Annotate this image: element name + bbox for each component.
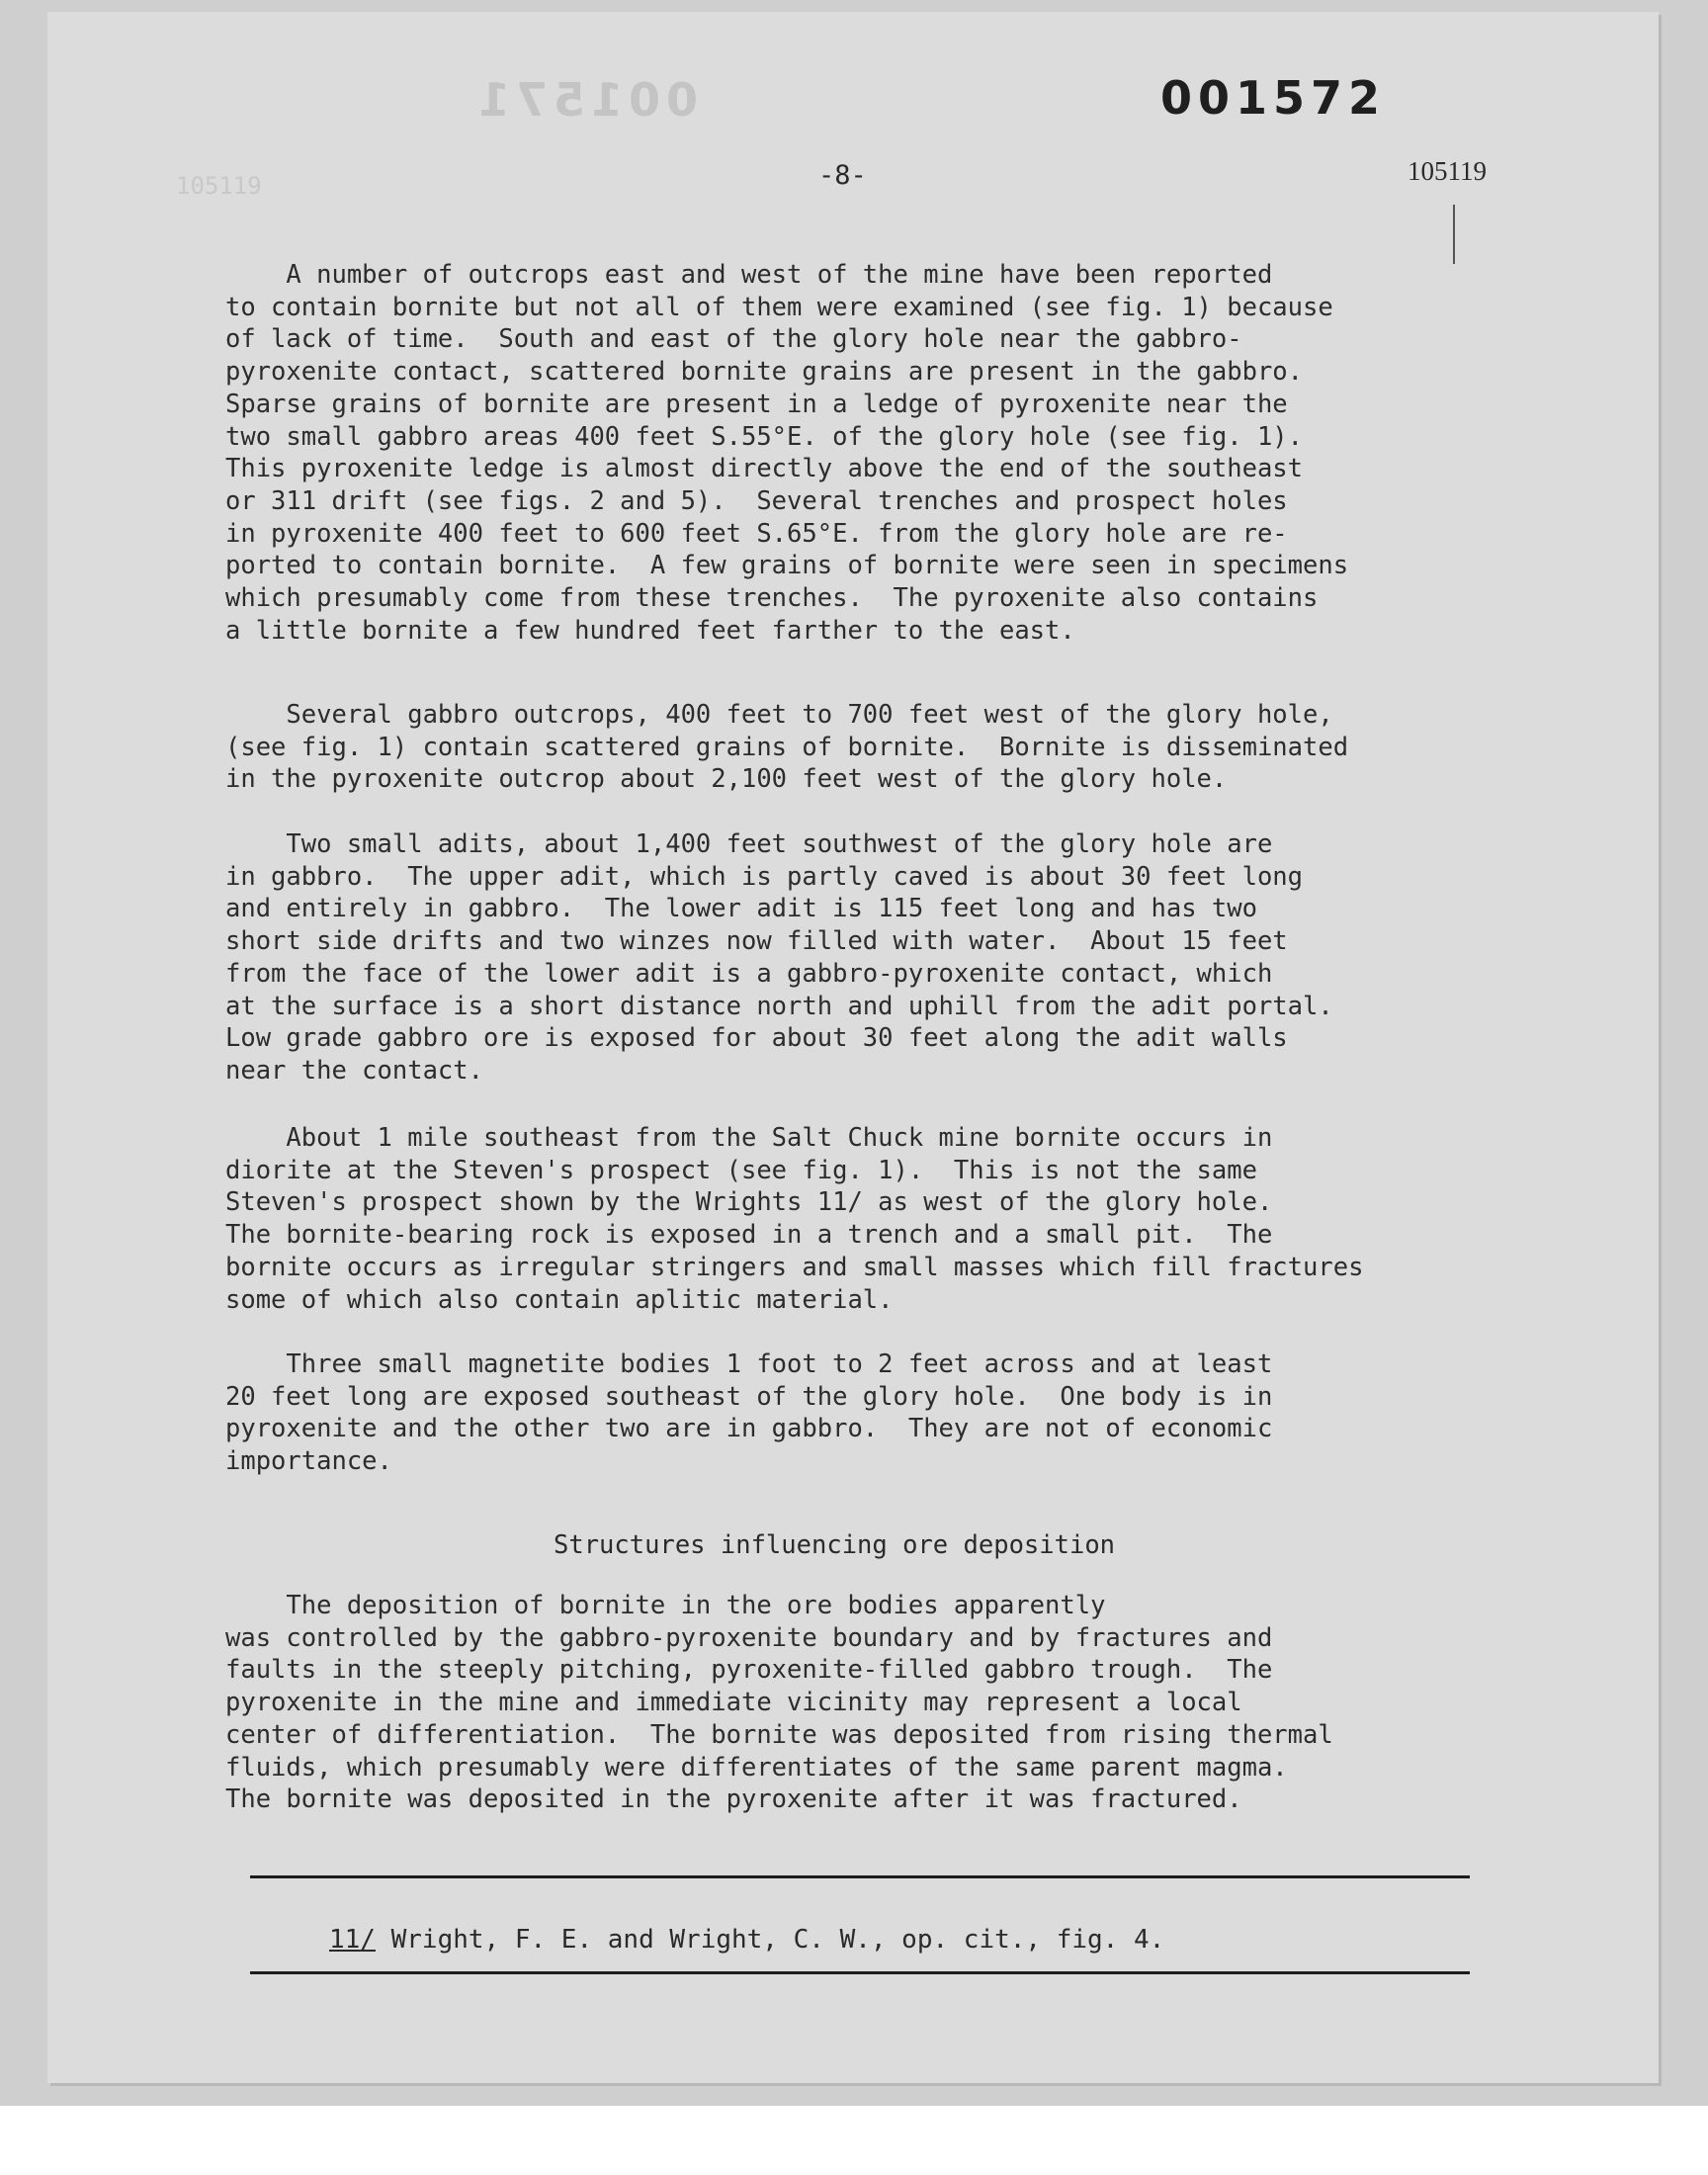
text-line: The bornite-bearing rock is exposed in a trench and a small pit. The <box>225 1220 1273 1251</box>
text-line: pyroxenite and the other two are in gabbro. They are not of economic <box>225 1414 1273 1444</box>
text-line: pyroxenite in the mine and immediate vicinity may represent a local <box>225 1688 1242 1718</box>
text-line: Steven's prospect shown by the Wrights 11/ as west of the glory hole. <box>225 1187 1273 1218</box>
text-line: About 1 mile southeast from the Salt Chuck mine bornite occurs in <box>225 1123 1273 1153</box>
text-line: ported to contain bornite. A few grains of bornite were seen in specimens <box>225 551 1349 581</box>
paragraph-adits <box>225 828 1550 1088</box>
document-id: 105119 <box>1408 156 1487 186</box>
text-line: some of which also contain aplitic material. <box>225 1284 894 1315</box>
text-line: near the contact. <box>225 1055 483 1086</box>
text-line: short side drifts and two winzes now filled with water. About 15 feet <box>225 926 1288 957</box>
text-line: importance. <box>225 1446 392 1477</box>
footnote <box>329 1925 1164 1955</box>
stamp-number: 001572 <box>1160 71 1387 125</box>
paragraph-outcrops <box>225 259 1550 647</box>
paragraph-stevens-prospect <box>225 1122 1550 1316</box>
paragraph-gabbro-outcrops <box>225 699 1550 796</box>
text-line: diorite at the Steven's prospect (see fig. 1). This is not the same <box>225 1155 1257 1185</box>
footnote-reference: 11/ <box>329 1925 376 1955</box>
text-line: which presumably come from these trenches. The pyroxenite also contains <box>225 583 1319 614</box>
text-line: pyroxenite contact, scattered bornite grains are present in the gabbro. <box>225 357 1304 388</box>
text-line: Low grade gabbro ore is exposed for about 30 feet along the adit walls <box>225 1023 1288 1054</box>
text-line: center of differentiation. The bornite was deposited from rising thermal <box>225 1719 1333 1750</box>
text-line: or 311 drift (see figs. 2 and 5). Several trenches and prospect holes <box>225 485 1288 516</box>
text-line: at the surface is a short distance north and uphill from the adit portal. <box>225 991 1333 1021</box>
text-line: to contain bornite but not all of them were examined (see fig. 1) because <box>225 292 1333 322</box>
paragraph-ore-deposition <box>225 1590 1550 1816</box>
text-line: The bornite was deposited in the pyroxenite after it was fractured. <box>225 1784 1242 1815</box>
text-line: This pyroxenite ledge is almost directly above the end of the southeast <box>225 454 1304 484</box>
margin-mark <box>1453 205 1455 264</box>
paragraph-magnetite-bodies <box>225 1348 1550 1478</box>
text-line: fluids, which presumably were differentiates of the same parent magma. <box>225 1752 1288 1783</box>
text-line: from the face of the lower adit is a gabbro-pyroxenite contact, which <box>225 958 1273 989</box>
text-line: in pyroxenite 400 feet to 600 feet S.65°E. from the glory hole are re- <box>225 518 1288 549</box>
page-number: -8- <box>818 160 867 191</box>
text-line: in gabbro. The upper adit, which is partly caved is about 30 feet long <box>225 861 1304 892</box>
footnote-rule-top <box>250 1875 1470 1878</box>
text-line: was controlled by the gabbro-pyroxenite boundary and by fractures and <box>225 1622 1273 1653</box>
text-line: bornite occurs as irregular stringers and small masses which fill fractures <box>225 1252 1364 1282</box>
bleed-through-document-id: 105119 <box>176 172 262 200</box>
text-line: The deposition of bornite in the ore bodies apparently <box>225 1591 1106 1620</box>
text-line: Sparse grains of bornite are present in a ledge of pyroxenite near the <box>225 389 1288 419</box>
text-line: faults in the steeply pitching, pyroxenite-filled gabbro trough. The <box>225 1655 1273 1686</box>
text-line: and entirely in gabbro. The lower adit is 115 feet long and has two <box>225 894 1257 924</box>
text-line: in the pyroxenite outcrop about 2,100 feet west of the glory hole. <box>225 764 1228 795</box>
footnote-text: Wright, F. E. and Wright, C. W., op. cit., fig. 4. <box>375 1925 1165 1955</box>
text-line: Three small magnetite bodies 1 foot to 2 feet across and at least <box>225 1349 1273 1379</box>
text-line: two small gabbro areas 400 feet S.55°E. of the glory hole (see fig. 1). <box>225 421 1304 452</box>
text-line: a little bornite a few hundred feet farther to the east. <box>225 615 1075 646</box>
text-line: of lack of time. South and east of the glory hole near the gabbro- <box>225 324 1242 355</box>
text-line: 20 feet long are exposed southeast of the glory hole. One body is in <box>225 1381 1273 1412</box>
text-line: Two small adits, about 1,400 feet southwest of the glory hole are <box>225 829 1273 859</box>
text-line: A number of outcrops east and west of the mine have been reported <box>225 260 1273 290</box>
document-page <box>47 12 1659 2083</box>
footnote-rule-bottom <box>250 1971 1470 1974</box>
bleed-through-stamp-number: 001571 <box>472 73 699 127</box>
text-line: Several gabbro outcrops, 400 feet to 700 feet west of the glory hole, <box>225 700 1333 730</box>
section-heading: Structures influencing ore deposition <box>554 1530 1116 1560</box>
text-line: (see fig. 1) contain scattered grains of bornite. Bornite is disseminated <box>225 732 1349 762</box>
